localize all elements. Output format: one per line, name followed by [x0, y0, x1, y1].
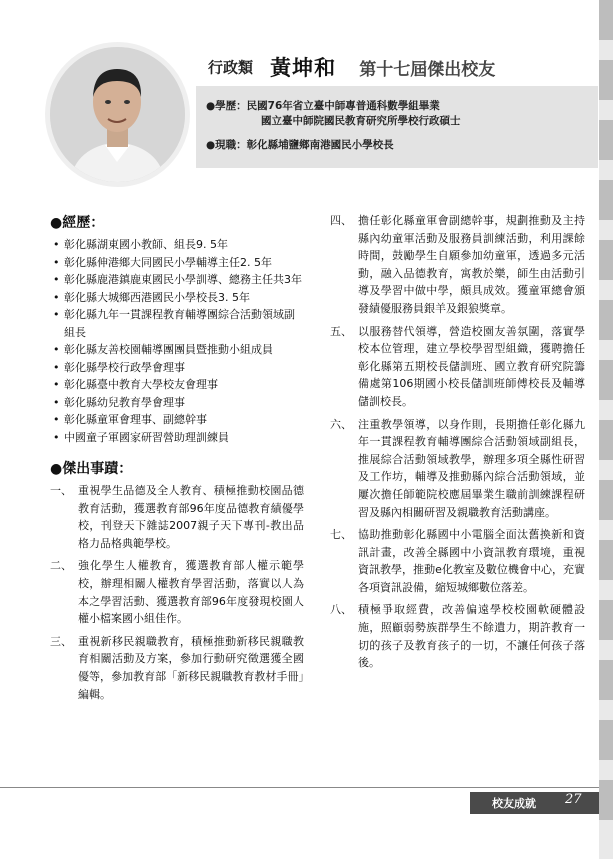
achievement-number: 五、	[330, 324, 352, 338]
experience-item: • 彰化縣伸港鄉大同國民小學輔導主任2. 5年	[50, 254, 304, 272]
experience-item: • 彰化縣九年一貫課程教育輔導團綜合活動領域副組長	[50, 306, 304, 341]
education-text-2: 國立臺中師院國民教育研究所學校行政碩士	[261, 115, 461, 127]
right-column	[330, 212, 585, 677]
achievement-number: 六、	[330, 417, 352, 431]
current-job-line	[206, 137, 394, 152]
achievement-number: 七、	[330, 528, 352, 542]
experience-item: • 彰化縣大城鄉西港國民小學校長3. 5年	[50, 289, 304, 307]
achievement-item	[50, 557, 304, 627]
achievement-text: 強化學生人權教育，獲選教育部人權示範學校，辦理相關人權教育學習活動，落實以人為本之學習活動、獲選教育部96年度發現校園人權小檔案國小組佳作。	[78, 559, 304, 626]
portrait-photo	[45, 42, 190, 187]
achievement-number: 三、	[50, 634, 72, 648]
title-row	[208, 52, 568, 80]
edge-block	[599, 780, 613, 820]
education-label: ●學歷：	[206, 100, 247, 112]
achievement-text: 擔任彰化縣童軍會副總幹事，規劃推動及主持縣內幼童軍活動及服務員訓練活動，利用課餘時間，鼓勵學生自願參加幼童軍，透過多元活動，融入品德教育，寓教於樂，師生由活動引導及學習中做中學，頗具成效。獲童軍總會頒發績優服務員銀羊及銀狼獎章。	[358, 214, 585, 315]
achievement-item	[330, 416, 585, 522]
achievement-text: 協助推動彰化縣國中小電腦全面汰舊換新和資訊計畫，改善全縣國中小資訊教育環境，重視資訊教學，推動e化教室及數位機會中心，充實各項資訊設備，縮短城鄉數位落差。	[358, 528, 585, 594]
edge-block	[599, 240, 613, 280]
footer-section-label: 校友成就	[492, 797, 536, 810]
achievements-title: ●傑出事蹟：	[50, 461, 133, 477]
achievement-item	[330, 212, 585, 318]
experience-item: • 彰化縣湖東國小教師、組長9. 5年	[50, 236, 304, 254]
edge-block	[599, 0, 613, 40]
edge-block	[599, 360, 613, 400]
category-label: 行政類	[208, 58, 254, 77]
footer-divider	[0, 787, 599, 788]
achievement-item	[50, 482, 304, 552]
edge-block	[599, 600, 613, 640]
experience-title: ●經歷：	[50, 215, 105, 231]
edge-block	[599, 660, 613, 700]
experience-item: • 彰化縣學校行政學會理事	[50, 359, 304, 377]
honor-title: 第十七屆傑出校友	[359, 59, 496, 80]
achievement-text: 積極爭取經費，改善偏遠學校校園軟硬體設施，照顧弱勢族群學生不餘遺力，期許教育一切的孩子及教育孩子的一切，不讓任何孩子落後。	[358, 603, 585, 670]
edge-block	[599, 540, 613, 580]
edge-block	[599, 180, 613, 220]
edge-block	[599, 60, 613, 100]
achievement-number: 二、	[50, 559, 72, 573]
left-column	[50, 212, 304, 708]
experience-item: • 彰化縣臺中教育大學校友會理事	[50, 376, 304, 394]
achievement-item	[330, 323, 585, 411]
achievement-number: 一、	[50, 484, 72, 497]
achievement-text: 重視新移民親職教育，積極推動新移民親職教育相關活動及方案，參加行動研究徵選獲全國優等，參加教育部「新移民親職教育教材手冊」編輯。	[78, 634, 304, 701]
achievements-list-right	[330, 212, 585, 672]
experience-list	[50, 236, 304, 446]
achievement-item	[50, 633, 304, 703]
experience-item: • 彰化縣友善校園輔導團團員暨推動小組成員	[50, 341, 304, 359]
achievement-text: 以服務替代領導，營造校園友善氛圍，落實學校本位管理，建立學校學習型組織，獲聘擔任彰化縣第五期校長儲訓班、國立教育研究院籌備處第106期國小校長儲訓班師傅校長及輔導儲訓校長。	[358, 324, 585, 408]
education-text-1: 民國76年省立臺中師專普通科數學組畢業	[246, 100, 440, 112]
page-number: 27	[565, 792, 582, 807]
achievement-item	[330, 526, 585, 596]
edge-block	[599, 720, 613, 760]
education-line	[206, 98, 440, 113]
achievement-item	[330, 601, 585, 671]
achievement-number: 四、	[330, 214, 352, 227]
achievements-list-left	[50, 482, 304, 703]
achievement-number: 八、	[330, 603, 352, 617]
portrait-illustration	[50, 47, 185, 182]
achievement-text: 注重教學領導，以身作則，長期擔任彰化縣九年一貫課程教育輔導團綜合活動領域副組長，推展綜合活動領域教學，辦理多項全縣性研習及工作坊，輔導及推動縣內綜合活動領域，並屢次擔任師範院校應屆畢業生職前訓練課程研習及縣內相關研習及親職教育活動講座。	[358, 417, 585, 519]
current-job-text: 彰化縣埔鹽鄉南港國民小學校長	[246, 139, 394, 151]
edge-block	[599, 480, 613, 520]
current-job-label: ●現職：	[206, 139, 247, 151]
experience-item: • 中國童子軍國家研習營助理訓練員	[50, 429, 304, 447]
experience-item: • 彰化縣鹿港鎮鹿東國民小學訓導、總務主任共3年	[50, 271, 304, 289]
edge-decoration	[599, 0, 613, 859]
edge-block	[599, 420, 613, 460]
achievement-text: 重視學生品德及全人教育、積極推動校園品德教育活動，獲選教育部96年度品德教育績優學校，刊登天下雜誌2007親子天下專刊-教出品格力品格典範學校。	[78, 484, 304, 550]
edge-block	[599, 120, 613, 160]
experience-item: • 彰化縣幼兒教育學會理事	[50, 394, 304, 412]
info-box	[196, 86, 598, 168]
person-name: 黃坤和	[270, 56, 337, 80]
edge-block	[599, 300, 613, 340]
experience-item: • 彰化縣童軍會理事、副總幹事	[50, 411, 304, 429]
